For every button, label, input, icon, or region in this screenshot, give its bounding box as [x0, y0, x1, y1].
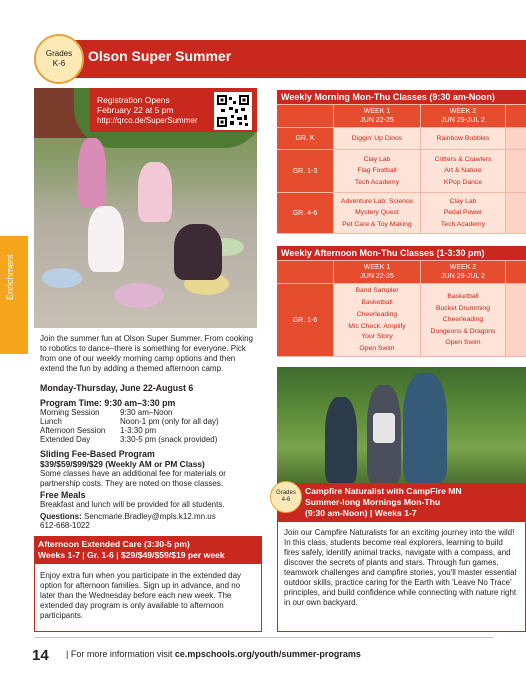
- class-name: Clay Lab: [449, 197, 477, 205]
- morning-week2-header: [421, 105, 505, 127]
- campfire-grades-line1: Grades: [276, 490, 296, 496]
- campfire-title: Campfire Naturalist with CampFire MN: [305, 486, 462, 496]
- footer-divider: [34, 637, 494, 638]
- class-name: KPop Dance: [443, 178, 483, 186]
- afternoon-week1-header: [334, 261, 420, 283]
- class-name: Pedal Power: [443, 209, 483, 217]
- program-time-heading: Program Time: 9:30 am–3:30 pm: [40, 398, 176, 408]
- extended-care-text: Enjoy extra fun when you participate in the extended day option for afternoon families. Sign up in advance, and no later than the Wednesday before each new week. The extended day program is only available to afternoon participants.: [40, 571, 242, 620]
- schedule-value: 9:30 am–Noon: [120, 408, 173, 417]
- extended-care-subtitle: Weeks 1-7 | Gr. 1-6 | $29/$49/$59/$19 per week: [38, 550, 225, 560]
- extended-care-title: Afternoon Extended Care (3:30-5 pm): [38, 539, 190, 549]
- class-name: Basketball: [361, 299, 393, 306]
- week-dates: JUN 22-25: [360, 273, 394, 280]
- grade-cell: GR. K: [277, 128, 333, 149]
- morning-table-title: Weekly Morning Mon-Thu Classes (9:30 am-Noon): [277, 90, 526, 104]
- class-name: Basketball: [447, 293, 479, 301]
- class-name: Tech Academy: [354, 178, 400, 186]
- class-name: Dungeons & Dragons: [430, 327, 496, 335]
- morning-week3-header: [506, 105, 526, 127]
- qr-code-icon[interactable]: [214, 92, 252, 130]
- afternoon-week3-header: [506, 261, 526, 283]
- footer-url[interactable]: ce.mpschools.org/youth/summer-programs: [174, 649, 361, 659]
- campfire-kids-photo: [277, 367, 526, 483]
- class-name: Open Swim: [359, 345, 395, 352]
- footer-label: | For more information visit: [66, 649, 175, 659]
- class-name: Clay Lab: [363, 155, 391, 163]
- dates-heading: Monday-Thursday, June 22-August 6: [40, 383, 194, 393]
- week-dates: JUN 29-JUL 2: [441, 117, 485, 124]
- schedule-label: Extended Day: [40, 435, 91, 444]
- class-name: Cheerleading: [442, 316, 484, 324]
- schedule-label: Morning Session: [40, 408, 100, 417]
- grades-badge-line2: K-6: [52, 59, 66, 68]
- week-label: WEEK 2: [449, 108, 477, 115]
- week-label: WEEK 1: [363, 108, 391, 115]
- class-name: Cheerleading: [356, 311, 398, 318]
- class-cell: [506, 193, 526, 233]
- class-cell: [334, 284, 420, 356]
- campfire-grades-line2: 4-6: [281, 497, 291, 503]
- week-label: WEEK 1: [363, 264, 391, 271]
- page-title: Olson Super Summer: [88, 48, 232, 64]
- class-cell: [421, 284, 505, 356]
- grade-cell: GR. 1-6: [277, 284, 333, 356]
- fee-note: Some classes have an additional fee for materials or partnership costs. They are noted on those classes.: [40, 469, 226, 488]
- questions-email[interactable]: Sencmarie.Bradley@mpls.k12.mn.us: [84, 512, 216, 521]
- registration-date: February 22 at 5 pm: [97, 105, 174, 115]
- class-cell: [421, 150, 505, 192]
- class-cell: [421, 128, 505, 149]
- questions-label: Questions:: [40, 512, 82, 521]
- class-name: Pet Care & Toy Making: [342, 220, 412, 228]
- class-name: Diggin' Up Dinos: [351, 134, 403, 142]
- campfire-schedule: (9:30 am-Noon) | Weeks 1-7: [305, 508, 417, 518]
- class-name: Tech Academy: [440, 220, 486, 228]
- campfire-grades-badge: [270, 481, 302, 513]
- class-name: Flag Football: [357, 167, 397, 175]
- grades-badge: [34, 34, 84, 84]
- page-number: 14: [32, 647, 49, 664]
- class-cell: [334, 128, 420, 149]
- class-cell: [334, 193, 420, 233]
- class-name: Adventure Lab: Science: [340, 197, 414, 205]
- intro-paragraph: Join the summer fun at Olson Super Summer. From cooking to robotics to dance–there is something for everyone. Pick from one of our weekly morning camp options and then extend the fun by adding a themed afternoon camp.: [40, 334, 253, 373]
- class-cell: [421, 193, 505, 233]
- registration-title: Registration Opens: [97, 95, 170, 105]
- side-tab-label: Enrichment: [5, 254, 15, 300]
- afternoon-table-title: Weekly Afternoon Mon-Thu Classes (1-3:30 pm): [277, 246, 526, 260]
- week-label: WEEK 2: [449, 264, 477, 271]
- class-cell: [506, 128, 526, 149]
- week-dates: JUN 22-25: [360, 117, 394, 124]
- morning-week1-header: [334, 105, 420, 127]
- class-name: Mic Check: Amplify Your Story: [348, 323, 406, 340]
- class-name: Critters & Crawlers: [434, 155, 492, 163]
- class-cell: [334, 150, 420, 192]
- class-cell: [506, 150, 526, 192]
- class-name: Mystery Quest: [355, 209, 399, 217]
- schedule-value: Noon-1 pm (only for all day): [120, 417, 219, 426]
- fee-prices: $39/$59/$99/$29 (Weekly AM or PM Class): [40, 459, 205, 469]
- fee-heading: Sliding Fee-Based Program: [40, 449, 155, 459]
- class-name: Art & Nature: [444, 167, 482, 175]
- grade-cell: GR. 1-3: [277, 150, 333, 192]
- grade-cell: GR. 4-6: [277, 193, 333, 233]
- afternoon-week2-header: [421, 261, 505, 283]
- class-name: Rainbow Bubbles: [436, 134, 490, 142]
- grades-badge-line1: Grades: [45, 49, 73, 58]
- registration-url[interactable]: http://qrco.de/SuperSummer: [97, 116, 198, 125]
- week-dates: JUN 29-JUL 2: [441, 273, 485, 280]
- meals-note: Breakfast and lunch will be provided for all students.: [40, 500, 225, 509]
- table-corner: [277, 261, 333, 283]
- schedule-value: 1-3:30 pm: [120, 426, 157, 435]
- schedule-value: 3:30-5 pm (snack provided): [120, 435, 218, 444]
- campfire-description: Join our Campfire Naturalists for an exciting journey into the wild! In this class, students become real explorers, learning to build fires safely, identify animal tracks, navigate with a compass, and discover the secrets of plants and stars. Through fun games, teamwork challenges and campfire stories, you'll master essential outdoor skills, practice caring for the Earth with 'Leave No Trace' principles, and build confidence while connecting with nature right in our own backyard.: [284, 528, 517, 607]
- class-name: Band Sampler: [355, 287, 399, 294]
- campfire-subtitle: Summer-long Mornings Mon-Thu: [305, 497, 441, 507]
- schedule-label: Lunch: [40, 417, 62, 426]
- footer-text: [66, 649, 361, 659]
- class-cell: [506, 284, 526, 356]
- class-name: Bucket Drumming: [435, 304, 490, 312]
- questions-phone: 612-668-1022: [40, 521, 90, 530]
- table-corner: [277, 105, 333, 127]
- meals-heading: Free Meals: [40, 490, 86, 500]
- schedule-label: Afternoon Session: [40, 426, 106, 435]
- class-name: Open Swim: [445, 339, 481, 347]
